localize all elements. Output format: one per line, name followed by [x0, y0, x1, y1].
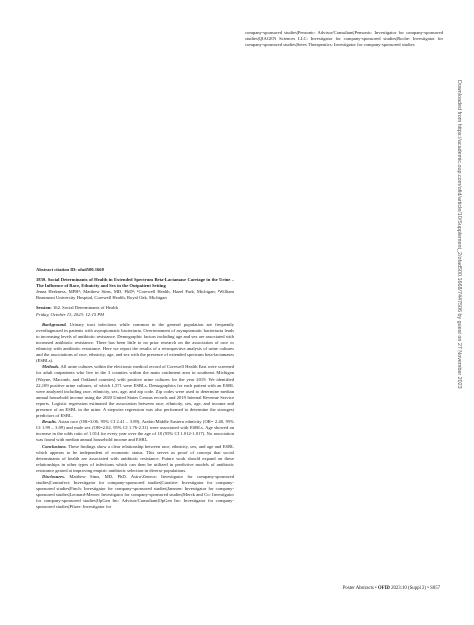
background-text: Urinary tract infections while common in the general population are frequently overdiagnosed in patients with asymptomatic bacteriuria. Overtreatment of asymptomatic bacteriuria leads to increasing levels of antibiotic resistance. Demographic factors including age and sex are associated with increased antibiotic resistance. There has been little to no prior research on the association of race or ethnicity with antibiotic resistance. Here we report the results of a retrospective analysis of urine cultures and the associations of race, ethnicity, age, and sex with the presence of extended spectrum beta-lactamases (ESBLs). — [36, 321, 234, 364]
abstract-column — [36, 267, 234, 511]
abstract-title: 1839. Social Determinants of Health in Extended Spectrum Beta-Lactamase Carriage in the Urine – The Influence of Race, Ethnicity and Sex in the Outpatient Setting — [36, 277, 234, 289]
footer-section: Poster Abstracts — [342, 586, 374, 591]
session-date: Friday, October 13, 2023: 12:15 PM — [36, 311, 105, 317]
conclusions-paragraph — [36, 444, 234, 474]
background-label: Background. — [42, 321, 67, 327]
methods-label: Methods. — [42, 364, 60, 370]
conclusions-text: These findings show a clear relationship between race, ethnicity, sex, and age and ESBL which appears to be independent of economic status. This serves as proof of concept that social determinants of health are associated with antibiotic resistance. Future work should expand on these relationships in other types of infections which can then be utilized in predictive models of antibiotic resistance geared at improving empiric antibiotic selection in diverse populations. — [36, 443, 234, 473]
session-text: 162. Social Determinants of Health — [52, 305, 118, 311]
results-text: Asian race (OR=3.06, 95% CI 2.41 – 3.89), Arabic/Middle Eastern ethnicity (OR= 2.48, 95% CI 1.99 – 3.09) and male sex (OR=2.02, 95% CI 1.76-2.31) were associated with ESBLs. Age showed an increase in the odds ratio of 1.014 for every year over the age of 18 (95% CI 1.012-1.017). No association was found with median annual household income and ESBL. — [36, 419, 234, 443]
right-column-text: company-sponsored studies|Pensonic: Advisor/Consultant|Pensonic: Investigator for company-sponsored studies|QIAGEN Sciences LLC: Investigator for company-sponsored studies|Roche: Investigator for company-sponsored studies|Seres Therapeutics: Investigator for company-sponsored studies — [245, 30, 443, 48]
abstract-authors: Jenna Herkness, MPH¹; Matthew Sims, MD, PhD²; ¹Corewell Health, Hazel Park, Michigan; ²William Beaumont University Hospital, Corewell Health, Royal Oak, Michigan — [36, 289, 234, 301]
footer-page-number: S857 — [430, 586, 440, 591]
footer-issue: 2023:10 (Suppl 2) — [391, 586, 427, 591]
conclusions-label: Conclusions. — [42, 443, 67, 449]
download-watermark — [455, 80, 465, 540]
watermark-text: Downloaded from https://academic.oup.com/ofid/article/10/Supplement_2/ofad500.1668/7447506 by guest on 27 November 2023 — [456, 80, 462, 389]
right-column — [245, 30, 443, 48]
disclosures-paragraph — [36, 474, 234, 511]
disclosures-label: Disclosures. — [42, 474, 66, 479]
footer-bullet-2: • — [427, 586, 429, 591]
abstract-citation: Abstract citation ID: ofad500.1668 — [36, 267, 104, 272]
methods-paragraph — [36, 364, 234, 419]
methods-text: All urine cultures within the electronic medical record of Corewell Health East were screened for adult outpatients who live in the 3 counties within the main catchment area in southeast Michigan (Wayne, Macomb, and Oakland counties) with positive urine cultures for the year 2019. We identified 22,109 positive urine cultures, of which 1,571 were ESBLs. Demographics for each patient with an ESBL were analyzed including race, ethnicity, sex, age, and zip code. Zip codes were used to determine median annual household income using the 2020 United States Census records and 2019 Internal Revenue Service reports. Logistic regression estimated the association between race, ethnicity, sex, age, and income and presence of an ESBL in the urine. A stepwise regression was also performed to determine the strongest predictors of ESBL. — [36, 364, 234, 419]
results-paragraph — [36, 419, 234, 443]
page-footer — [290, 586, 440, 591]
session-label: Session: — [36, 305, 52, 311]
footer-journal: OFID — [377, 586, 390, 591]
results-label: Results. — [42, 419, 57, 425]
footer-bullet: • — [375, 586, 377, 591]
disclosures-text: Matthew Sims, MD, PhD, Astra-Zeneca: Investigator for company-sponsored studies|Contrafect: Investigator for company-sponsored studies|Curative: Investigator for company-sponsored studies|Finch: Investigator for company-sponsored studies|Janssen: Investigator for company-sponsored studies|Leonard-Meron: Investigator for company-sponsored studies|Merck and Co: Investigator for company-sponsored studies|OpGen Inc: Advisor/Consultant|OpGen Inc: Investigator for company-sponsored studies|Pfizer: Investigator for — [36, 474, 234, 510]
background-paragraph — [36, 322, 234, 365]
